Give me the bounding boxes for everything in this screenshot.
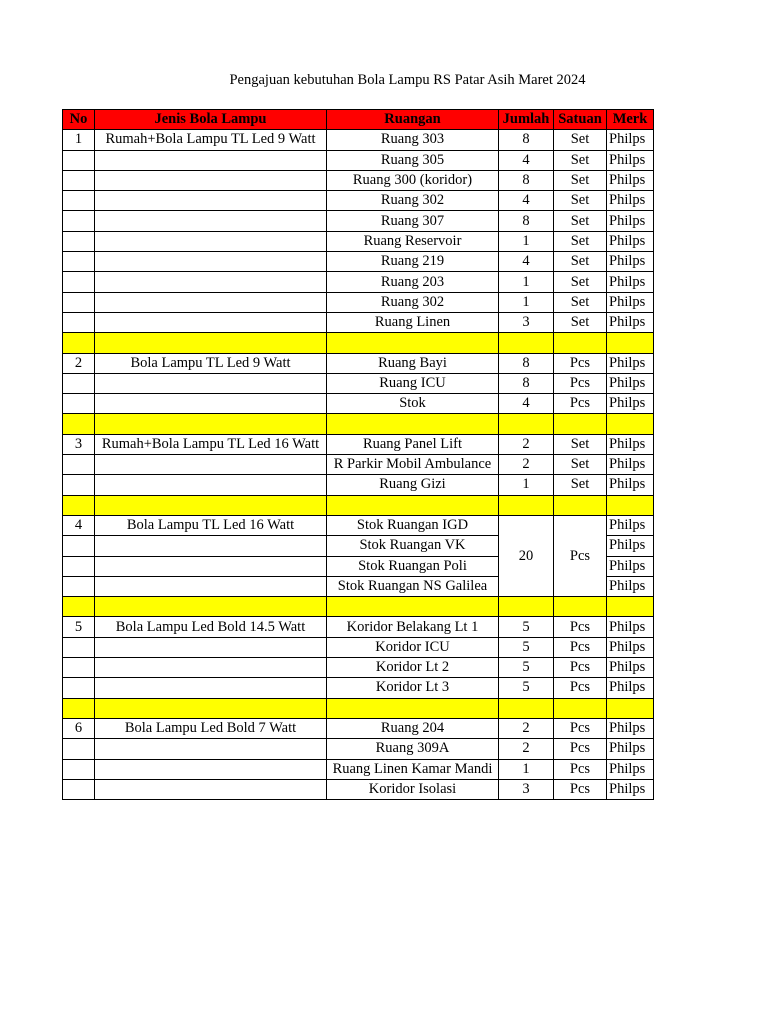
cell-no [63,475,95,495]
separator-cell [554,698,607,718]
cell-ruangan: Stok [327,394,499,414]
cell-jenis [95,252,327,272]
cell-satuan: Pcs [554,373,607,393]
table-row [63,739,654,759]
cell-jumlah: 8 [499,130,554,150]
cell-jenis [95,150,327,170]
cell-merk: Philps [607,678,654,698]
cell-jenis [95,779,327,799]
separator-cell [499,597,554,617]
table-row [63,658,654,678]
cell-jenis: Bola Lampu Led Bold 14.5 Watt [95,617,327,637]
cell-merk: Philps [607,252,654,272]
separator-cell [554,414,607,434]
cell-ruangan: Koridor Belakang Lt 1 [327,617,499,637]
cell-satuan: Set [554,191,607,211]
separator-cell [63,597,95,617]
cell-jenis [95,292,327,312]
cell-no [63,556,95,576]
cell-no [63,576,95,596]
cell-merk: Philps [607,637,654,657]
cell-merk: Philps [607,739,654,759]
document-title: Pengajuan kebutuhan Bola Lampu RS Patar Asih Maret 2024 [229,72,586,88]
cell-jumlah: 5 [499,617,554,637]
table-row [63,617,654,637]
separator-cell [554,333,607,353]
cell-satuan: Set [554,455,607,475]
cell-satuan: Pcs [554,718,607,738]
cell-satuan: Set [554,475,607,495]
cell-satuan: Pcs [554,779,607,799]
separator-cell [63,495,95,515]
cell-jenis [95,536,327,556]
cell-jenis [95,394,327,414]
cell-no [63,373,95,393]
cell-jenis [95,231,327,251]
separator-cell [95,414,327,434]
table-row [63,292,654,312]
header-satuan: Satuan [554,110,607,130]
cell-jenis [95,170,327,190]
cell-no: 5 [63,617,95,637]
cell-jumlah: 2 [499,434,554,454]
lamp-request-table [62,109,654,800]
table-row [63,170,654,190]
table-row [63,211,654,231]
cell-jumlah: 8 [499,211,554,231]
cell-ruangan: Ruang 305 [327,150,499,170]
cell-merk: Philps [607,475,654,495]
separator-cell [607,414,654,434]
table-row [63,475,654,495]
cell-jenis [95,211,327,231]
cell-satuan: Set [554,292,607,312]
table-row [63,637,654,657]
separator-cell [327,495,499,515]
cell-jumlah: 1 [499,231,554,251]
table-row [63,718,654,738]
cell-no: 2 [63,353,95,373]
cell-jenis: Bola Lampu TL Led 9 Watt [95,353,327,373]
table-row [63,252,654,272]
table-row [63,434,654,454]
cell-merk: Philps [607,759,654,779]
table-row [63,191,654,211]
separator-cell [327,414,499,434]
separator-cell [554,597,607,617]
cell-satuan: Set [554,434,607,454]
cell-merk: Philps [607,191,654,211]
cell-no [63,170,95,190]
cell-jumlah-merged: 20 [499,515,554,596]
table-body [63,130,654,800]
cell-merk: Philps [607,394,654,414]
cell-jenis [95,556,327,576]
header-jenis: Jenis Bola Lampu [95,110,327,130]
cell-satuan-merged: Pcs [554,515,607,596]
cell-ruangan: Ruang Reservoir [327,231,499,251]
separator-cell [63,414,95,434]
cell-no [63,150,95,170]
cell-no [63,231,95,251]
cell-merk: Philps [607,170,654,190]
cell-satuan: Set [554,130,607,150]
cell-jenis [95,759,327,779]
cell-ruangan: Stok Ruangan IGD [327,515,499,535]
table-row [63,394,654,414]
cell-ruangan: Ruang Gizi [327,475,499,495]
table-row [63,231,654,251]
cell-ruangan: Stok Ruangan Poli [327,556,499,576]
header-ruangan: Ruangan [327,110,499,130]
cell-ruangan: Ruang 302 [327,292,499,312]
cell-satuan: Pcs [554,637,607,657]
separator-cell [499,698,554,718]
cell-merk: Philps [607,617,654,637]
cell-satuan: Pcs [554,739,607,759]
cell-satuan: Set [554,272,607,292]
separator-cell [327,597,499,617]
cell-jumlah: 4 [499,394,554,414]
separator-cell [95,495,327,515]
cell-no [63,292,95,312]
separator-cell [63,333,95,353]
cell-no: 6 [63,718,95,738]
cell-ruangan: Ruang 302 [327,191,499,211]
cell-jenis [95,739,327,759]
cell-jumlah: 2 [499,739,554,759]
separator-cell [607,597,654,617]
cell-no [63,678,95,698]
cell-no [63,779,95,799]
cell-merk: Philps [607,353,654,373]
cell-jenis [95,312,327,332]
cell-jenis: Bola Lampu TL Led 16 Watt [95,515,327,535]
cell-jumlah: 4 [499,191,554,211]
cell-no [63,759,95,779]
cell-merk: Philps [607,434,654,454]
cell-jumlah: 4 [499,150,554,170]
cell-merk: Philps [607,373,654,393]
cell-satuan: Pcs [554,759,607,779]
table-row [63,130,654,150]
cell-no [63,536,95,556]
cell-jenis: Rumah+Bola Lampu TL Led 9 Watt [95,130,327,150]
cell-merk: Philps [607,576,654,596]
cell-jumlah: 5 [499,678,554,698]
cell-satuan: Pcs [554,353,607,373]
cell-ruangan: Ruang 219 [327,252,499,272]
cell-ruangan: Ruang 203 [327,272,499,292]
separator-cell [95,333,327,353]
cell-merk: Philps [607,779,654,799]
cell-jumlah: 1 [499,272,554,292]
cell-ruangan: Koridor Lt 2 [327,658,499,678]
cell-jenis [95,191,327,211]
cell-jumlah: 3 [499,312,554,332]
cell-ruangan: Ruang 307 [327,211,499,231]
cell-jenis [95,658,327,678]
cell-satuan: Pcs [554,617,607,637]
cell-jumlah: 4 [499,252,554,272]
separator-cell [63,698,95,718]
cell-ruangan: Ruang 303 [327,130,499,150]
cell-merk: Philps [607,272,654,292]
cell-jenis [95,373,327,393]
cell-merk: Philps [607,312,654,332]
cell-no: 1 [63,130,95,150]
table-row [63,759,654,779]
cell-no [63,191,95,211]
cell-ruangan: Ruang Linen Kamar Mandi [327,759,499,779]
cell-satuan: Set [554,170,607,190]
cell-ruangan: Stok Ruangan VK [327,536,499,556]
cell-no: 3 [63,434,95,454]
separator-cell [554,495,607,515]
cell-satuan: Set [554,252,607,272]
header-jumlah: Jumlah [499,110,554,130]
cell-merk: Philps [607,556,654,576]
header-no: No [63,110,95,130]
cell-jenis [95,637,327,657]
cell-no [63,739,95,759]
table-row [63,150,654,170]
cell-jenis [95,475,327,495]
cell-ruangan: Ruang 204 [327,718,499,738]
cell-satuan: Set [554,231,607,251]
cell-merk: Philps [607,455,654,475]
cell-merk: Philps [607,130,654,150]
header-row [63,110,654,130]
table-row [63,678,654,698]
cell-no [63,312,95,332]
cell-satuan: Pcs [554,678,607,698]
separator-cell [95,698,327,718]
cell-no [63,272,95,292]
separator-row [63,597,654,617]
separator-cell [607,698,654,718]
cell-no: 4 [63,515,95,535]
cell-jenis: Bola Lampu Led Bold 7 Watt [95,718,327,738]
table-row [63,455,654,475]
cell-jumlah: 2 [499,455,554,475]
table-row [63,779,654,799]
cell-ruangan: Ruang ICU [327,373,499,393]
cell-ruangan: R Parkir Mobil Ambulance [327,455,499,475]
cell-jumlah: 1 [499,475,554,495]
cell-satuan: Set [554,150,607,170]
cell-satuan: Set [554,211,607,231]
cell-jenis [95,455,327,475]
cell-merk: Philps [607,658,654,678]
cell-jumlah: 2 [499,718,554,738]
cell-jenis: Rumah+Bola Lampu TL Led 16 Watt [95,434,327,454]
cell-ruangan: Koridor ICU [327,637,499,657]
cell-jumlah: 8 [499,353,554,373]
table-row [63,515,654,535]
cell-satuan: Set [554,312,607,332]
table-row [63,373,654,393]
cell-no [63,637,95,657]
header-merk: Merk [607,110,654,130]
table-row [63,312,654,332]
cell-no [63,455,95,475]
cell-jumlah: 3 [499,779,554,799]
cell-satuan: Pcs [554,658,607,678]
cell-merk: Philps [607,292,654,312]
cell-ruangan: Ruang 309A [327,739,499,759]
cell-merk: Philps [607,718,654,738]
cell-merk: Philps [607,150,654,170]
table-row [63,272,654,292]
cell-no [63,394,95,414]
cell-jenis [95,678,327,698]
table-row [63,353,654,373]
cell-jumlah: 5 [499,658,554,678]
cell-ruangan: Koridor Lt 3 [327,678,499,698]
cell-jumlah: 5 [499,637,554,657]
cell-ruangan: Ruang Linen [327,312,499,332]
cell-jumlah: 8 [499,373,554,393]
cell-jenis [95,576,327,596]
separator-row [63,698,654,718]
cell-no [63,658,95,678]
separator-cell [95,597,327,617]
cell-ruangan: Ruang Panel Lift [327,434,499,454]
cell-ruangan: Stok Ruangan NS Galilea [327,576,499,596]
separator-cell [607,495,654,515]
separator-cell [327,698,499,718]
separator-cell [499,333,554,353]
cell-ruangan: Ruang Bayi [327,353,499,373]
cell-jumlah: 1 [499,292,554,312]
separator-row [63,495,654,515]
cell-jumlah: 1 [499,759,554,779]
cell-no [63,252,95,272]
separator-cell [499,414,554,434]
separator-cell [327,333,499,353]
separator-row [63,414,654,434]
separator-cell [607,333,654,353]
cell-merk: Philps [607,231,654,251]
separator-cell [499,495,554,515]
cell-merk: Philps [607,536,654,556]
cell-ruangan: Koridor Isolasi [327,779,499,799]
separator-row [63,333,654,353]
cell-no [63,211,95,231]
cell-jenis [95,272,327,292]
cell-merk: Philps [607,211,654,231]
cell-merk: Philps [607,515,654,535]
cell-ruangan: Ruang 300 (koridor) [327,170,499,190]
cell-jumlah: 8 [499,170,554,190]
cell-satuan: Pcs [554,394,607,414]
